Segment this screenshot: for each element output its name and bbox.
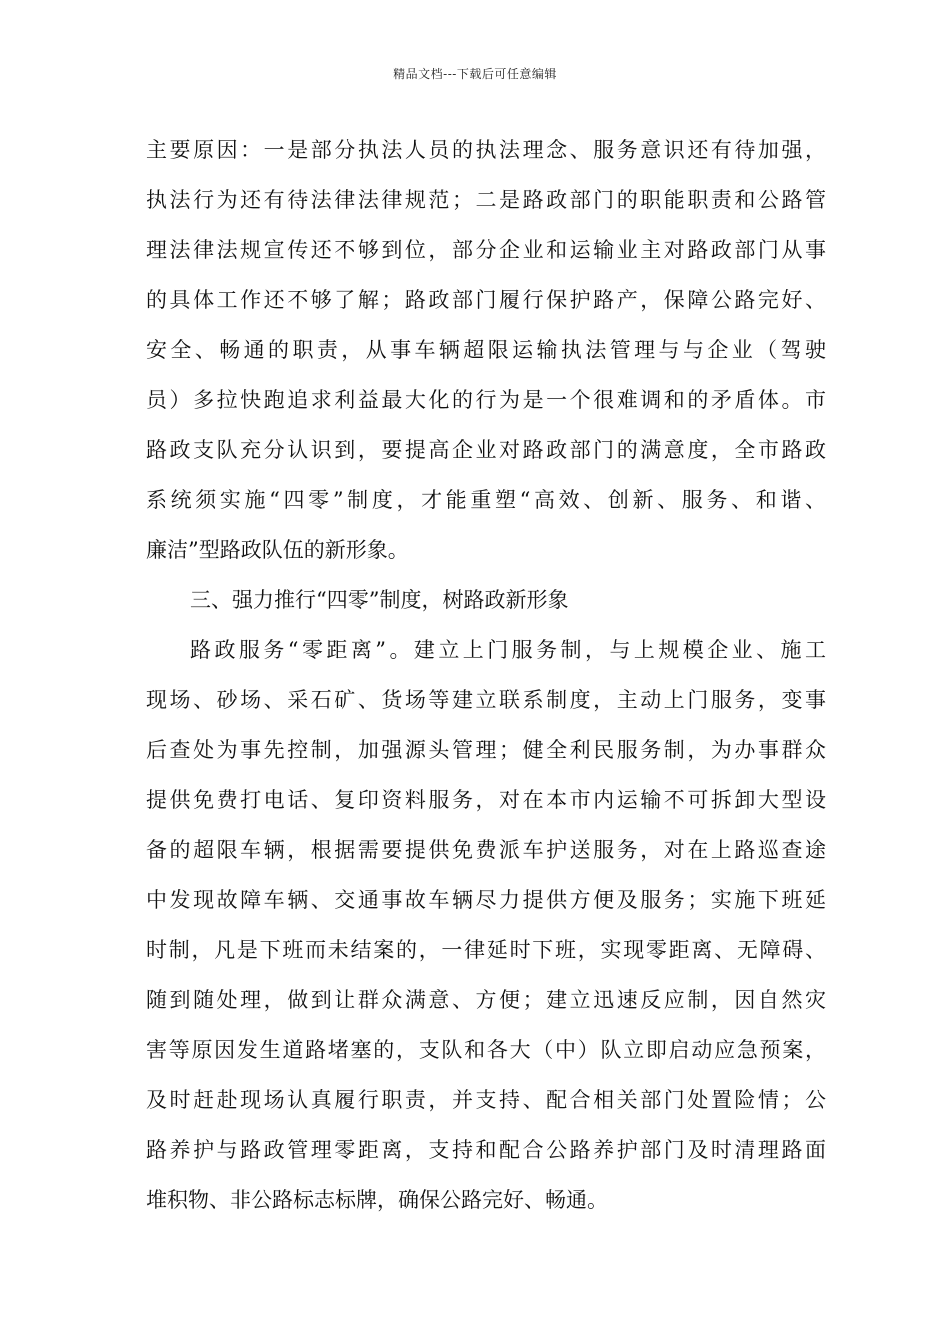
body-line: 后查处为事先控制，加强源头管理；健全利民服务制，为办事群众 — [146, 738, 826, 762]
page-header: 精品文档---下载后可任意编辑 — [393, 67, 557, 81]
body-line: 现场、砂场、采石矿、货场等建立联系制度，主动上门服务，变事 — [146, 688, 826, 712]
body-line: 及时赶赴现场认真履行职责，并支持、配合相关部门处置险情；公 — [146, 1088, 826, 1112]
body-line: 路政服务“零距离”。建立上门服务制，与上规模企业、施工 — [190, 638, 826, 662]
body-line: 的具体工作还不够了解；路政部门履行保护路产，保障公路完好、 — [146, 288, 826, 312]
body-line: 系统须实施“四零”制度，才能重塑“高效、创新、服务、和谐、 — [146, 488, 826, 512]
body-line: 安全、畅通的职责，从事车辆超限运输执法管理与与企业（驾驶 — [146, 338, 826, 362]
body-line: 廉洁”型路政队伍的新形象。 — [146, 538, 409, 562]
body-line: 主要原因：一是部分执法人员的执法理念、服务意识还有待加强， — [146, 138, 826, 162]
body-line: 中发现故障车辆、交通事故车辆尽力提供方便及服务；实施下班延 — [146, 888, 826, 912]
body-line: 路政支队充分认识到，要提高企业对路政部门的满意度，全市路政 — [146, 438, 826, 462]
body-line: 时制，凡是下班而未结案的，一律延时下班，实现零距离、无障碍、 — [146, 938, 826, 962]
body-line: 执法行为还有待法律法律规范；二是路政部门的职能职责和公路管 — [146, 188, 826, 212]
body-line: 备的超限车辆，根据需要提供免费派车护送服务，对在上路巡查途 — [146, 838, 826, 862]
body-line: 提供免费打电话、复印资料服务，对在本市内运输不可拆卸大型设 — [146, 788, 826, 812]
body-line: 害等原因发生道路堵塞的，支队和各大（中）队立即启动应急预案， — [146, 1038, 826, 1062]
body-line: 随到随处理，做到让群众满意、方便；建立迅速反应制，因自然灾 — [146, 988, 826, 1012]
body-line: 理法律法规宣传还不够到位，部分企业和运输业主对路政部门从事 — [146, 238, 826, 262]
section-heading: 三、强力推行“四零”制度，树路政新形象 — [190, 588, 569, 612]
body-line: 员）多拉快跑追求利益最大化的行为是一个很难调和的矛盾体。市 — [146, 388, 826, 412]
body-line: 路养护与路政管理零距离，支持和配合公路养护部门及时清理路面 — [146, 1138, 826, 1162]
body-line: 堆积物、非公路标志标牌，确保公路完好、畅通。 — [146, 1188, 608, 1212]
